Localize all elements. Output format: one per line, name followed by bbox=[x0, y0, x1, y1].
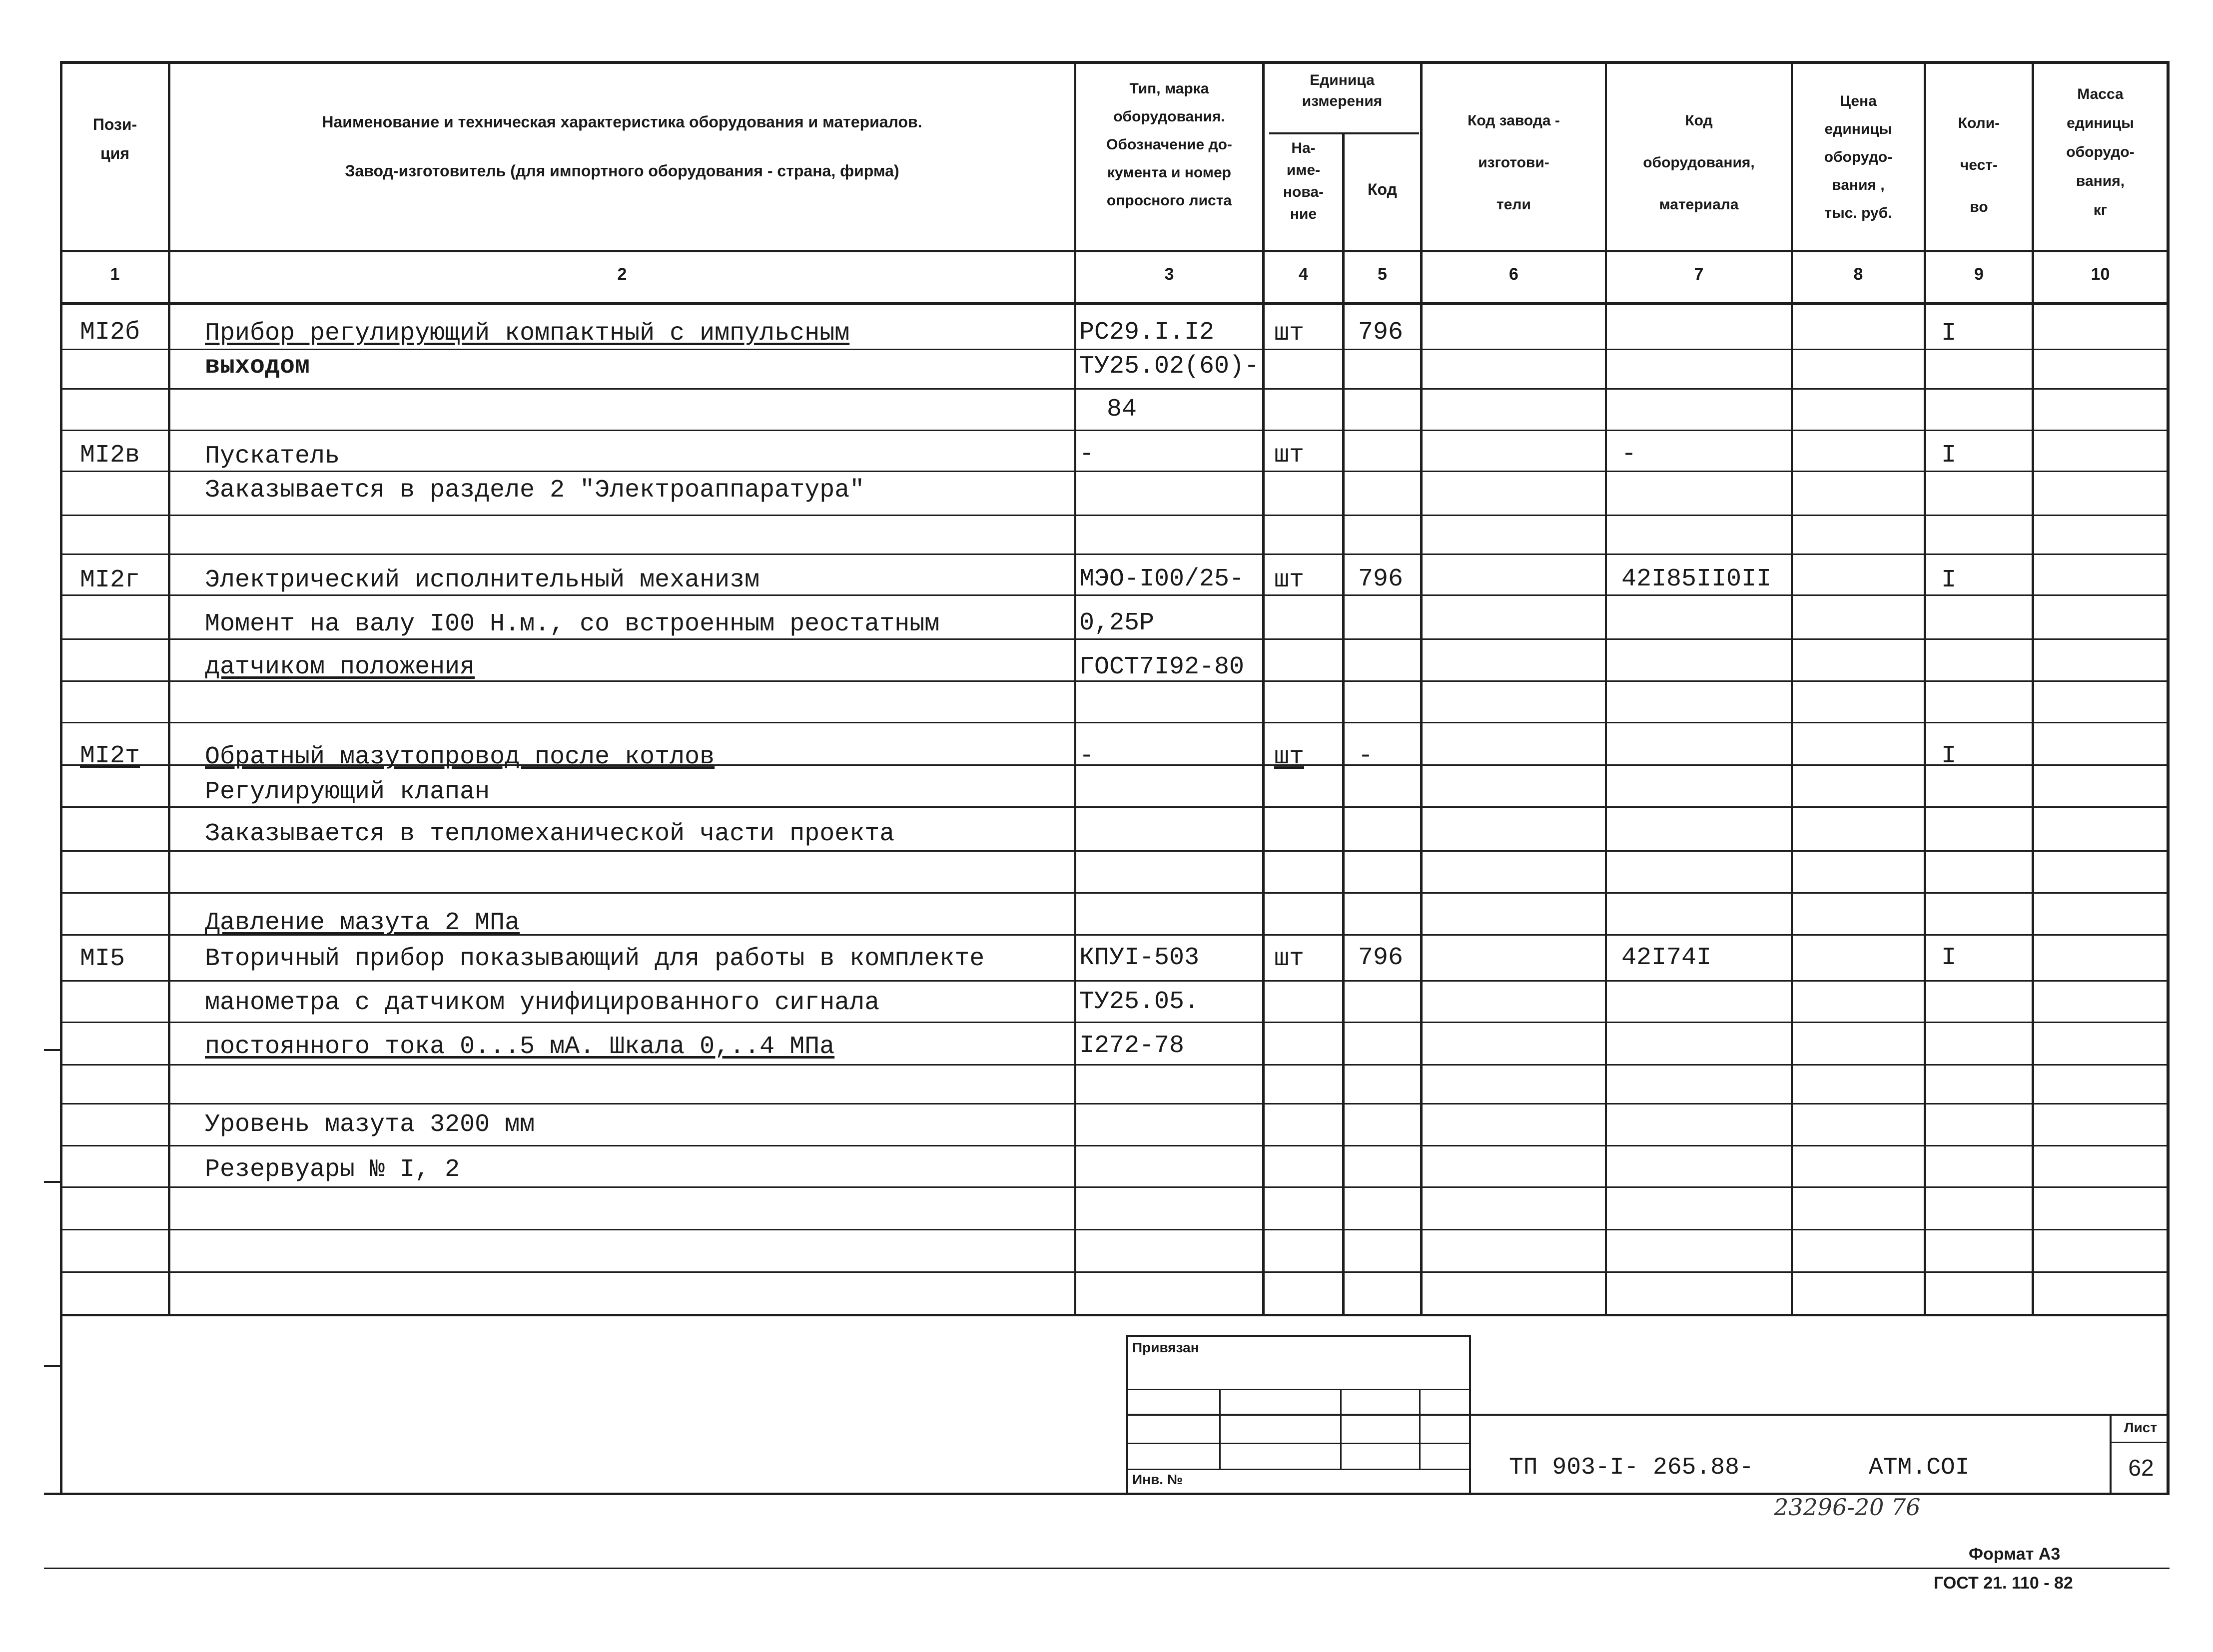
table-row-material: 42I85II0II bbox=[1621, 565, 1772, 593]
table-row-qty: I bbox=[1941, 566, 1957, 594]
stamp-col-line bbox=[1419, 1389, 1421, 1469]
table-row-name: Уровень мазута 3200 мм bbox=[205, 1110, 535, 1139]
table-row-name: датчиком положения bbox=[205, 653, 475, 681]
table-row-name: Обратный мазутопровод после котлов bbox=[205, 743, 715, 771]
table-row-position: МI2б bbox=[80, 318, 140, 347]
table-row-position: МI5 bbox=[80, 945, 125, 973]
table-row-qty: I bbox=[1941, 319, 1957, 348]
table-row-unit: шт bbox=[1274, 441, 1305, 470]
header-equipment-code: Код оборудования, материала bbox=[1643, 112, 1755, 213]
col-number-3: 3 bbox=[1164, 265, 1174, 284]
gost-label: ГОСТ 21. 110 - 82 bbox=[1934, 1574, 2073, 1593]
col-number-2: 2 bbox=[617, 265, 627, 284]
header-unit-group: Единица измерения bbox=[1302, 72, 1383, 109]
table-row-name: Электрический исполнительный механизм bbox=[205, 566, 760, 594]
header-quantity: Коли- чест- во bbox=[1958, 115, 2000, 215]
table-row-code: 796 bbox=[1358, 944, 1404, 972]
frame-tick bbox=[44, 1365, 62, 1367]
header-unit-code: Код bbox=[1368, 180, 1397, 198]
frame-tick bbox=[44, 1049, 62, 1051]
col-divider-4 bbox=[1342, 132, 1345, 1315]
table-row-name: Заказывается в разделе 2 "Электроаппаратура" bbox=[205, 476, 865, 505]
col-number-6: 6 bbox=[1509, 265, 1518, 284]
handwritten-inventory-number: 23296-20 76 bbox=[1774, 1494, 1921, 1521]
table-row-type: - bbox=[1079, 440, 1095, 469]
table-row-name: Давление мазута 2 МПа bbox=[205, 909, 520, 937]
footer-rule bbox=[44, 1568, 2170, 1569]
table-row-unit: шт bbox=[1274, 945, 1305, 973]
table-row-type: 0,25Р bbox=[1079, 609, 1155, 637]
table-row-type: ТУ25.05. bbox=[1079, 988, 1200, 1016]
header-price: Цена единицы оборудо- вания , тыс. руб. bbox=[1824, 93, 1893, 221]
col-divider-8 bbox=[1924, 61, 1926, 1315]
frame-right-border bbox=[2167, 61, 2170, 1495]
stamp-col-line bbox=[1219, 1389, 1221, 1469]
stamp-inventory-label: Инв. № bbox=[1132, 1472, 1183, 1487]
table-row-name: Прибор регулирующий компактный с импульсным bbox=[205, 319, 850, 348]
header-factory-code: Код завода - изготови- тели bbox=[1468, 112, 1560, 213]
col-divider-6 bbox=[1605, 61, 1607, 1315]
table-row-code: - bbox=[1358, 742, 1374, 770]
sheet-label: Лист bbox=[2124, 1420, 2158, 1435]
col-divider-7 bbox=[1791, 61, 1793, 1315]
document-mark: АТМ.СОI bbox=[1869, 1454, 1970, 1481]
col-divider-9 bbox=[2032, 61, 2034, 1315]
table-row-position: МI2в bbox=[80, 441, 140, 470]
sheet-number: 62 bbox=[2128, 1455, 2154, 1481]
stamp-top bbox=[1126, 1335, 1471, 1337]
stamp-row-line bbox=[1126, 1469, 1471, 1470]
table-row-qty: I bbox=[1941, 742, 1957, 770]
stamp-row-line-long bbox=[1126, 1414, 2170, 1416]
col-number-1: 1 bbox=[110, 265, 120, 284]
table-row-code: 796 bbox=[1358, 565, 1404, 593]
header-unit-name: На- име- нова- ние bbox=[1283, 140, 1324, 222]
table-row-unit: шт bbox=[1274, 566, 1305, 594]
table-row-name: Пускатель bbox=[205, 442, 340, 471]
col-number-7: 7 bbox=[1694, 265, 1704, 284]
table-row-name: постоянного тока 0...5 мА. Шкала 0,..4 МПа bbox=[205, 1033, 835, 1061]
sheet-box-divider bbox=[2110, 1442, 2170, 1443]
table-row-name: Заказывается в тепломеханической части проекта bbox=[205, 820, 895, 848]
table-row-unit: шт bbox=[1274, 319, 1305, 348]
table-row-qty: I bbox=[1941, 944, 1957, 972]
sheet-box-left bbox=[2110, 1414, 2112, 1494]
header-mass: Масса единицы оборудо- вания, кг bbox=[2066, 86, 2135, 218]
format-label: Формат А3 bbox=[1969, 1545, 2061, 1564]
table-row-name: манометра с датчиком унифицированного сигнала bbox=[205, 989, 880, 1017]
col-number-8: 8 bbox=[1853, 265, 1863, 284]
table-row-type: ГОСТ7I92-80 bbox=[1079, 653, 1245, 681]
col-number-10: 10 bbox=[2091, 265, 2110, 284]
header-type: Тип, марка оборудования. Обозначение до- кумента и номер опросного листа bbox=[1106, 80, 1232, 209]
table-row-type: КПУI-503 bbox=[1079, 944, 1200, 972]
table-row-name: Вторичный прибор показывающий для работы в комплекте bbox=[205, 945, 985, 973]
table-row-qty: I bbox=[1941, 441, 1957, 470]
table-top-border bbox=[60, 61, 2170, 64]
table-row-material: - bbox=[1621, 440, 1637, 469]
frame-tick bbox=[44, 1181, 62, 1183]
col-number-9: 9 bbox=[1974, 265, 1984, 284]
col-number-4: 4 bbox=[1299, 265, 1308, 284]
header-name-line1: Наименование и техническая характеристика оборудования и материалов. bbox=[322, 113, 922, 131]
document-code: ТП 903-I- 265.88- bbox=[1509, 1454, 1754, 1481]
table-row-code: 796 bbox=[1358, 318, 1404, 347]
table-row-name: Резервуары № I, 2 bbox=[205, 1155, 460, 1184]
table-row-type: - bbox=[1079, 742, 1095, 770]
table-row-name: Момент на валу I00 Н.м., со встроенным реостатным bbox=[205, 610, 940, 638]
table-row-name: выходом bbox=[205, 352, 310, 381]
table-row-unit: шт bbox=[1274, 743, 1305, 771]
col-divider-5 bbox=[1420, 61, 1423, 1315]
header-position: Пози- ция bbox=[92, 115, 137, 162]
table-row-material: 42I74I bbox=[1621, 944, 1712, 972]
table-row-position: МI2г bbox=[80, 566, 140, 594]
stamp-col-line bbox=[1340, 1389, 1342, 1469]
table-row-type: I272-78 bbox=[1079, 1032, 1185, 1060]
table-row-name: Регулирующий клапан bbox=[205, 778, 490, 806]
numbers-bottom-border bbox=[60, 302, 2170, 305]
col-divider-1 bbox=[168, 61, 170, 1315]
header-name-line2: Завод-изготовитель (для импортного оборудования - страна, фирма) bbox=[345, 162, 899, 180]
table-row-type: МЭО-I00/25- bbox=[1079, 565, 1245, 593]
table-bottom-border bbox=[60, 1314, 2170, 1316]
stamp-privyazan-label: Привязан bbox=[1132, 1340, 1199, 1355]
header-bottom-border bbox=[60, 250, 2170, 252]
table-row-position: МI2т bbox=[80, 742, 140, 770]
table-row-type: 84 bbox=[1107, 395, 1137, 424]
table-row-type: ТУ25.02(60)- bbox=[1079, 352, 1260, 381]
col-divider-2 bbox=[1074, 61, 1076, 1315]
table-row-type: РС29.I.I2 bbox=[1079, 318, 1215, 347]
col-divider-3 bbox=[1262, 61, 1265, 1315]
col-number-5: 5 bbox=[1378, 265, 1387, 284]
